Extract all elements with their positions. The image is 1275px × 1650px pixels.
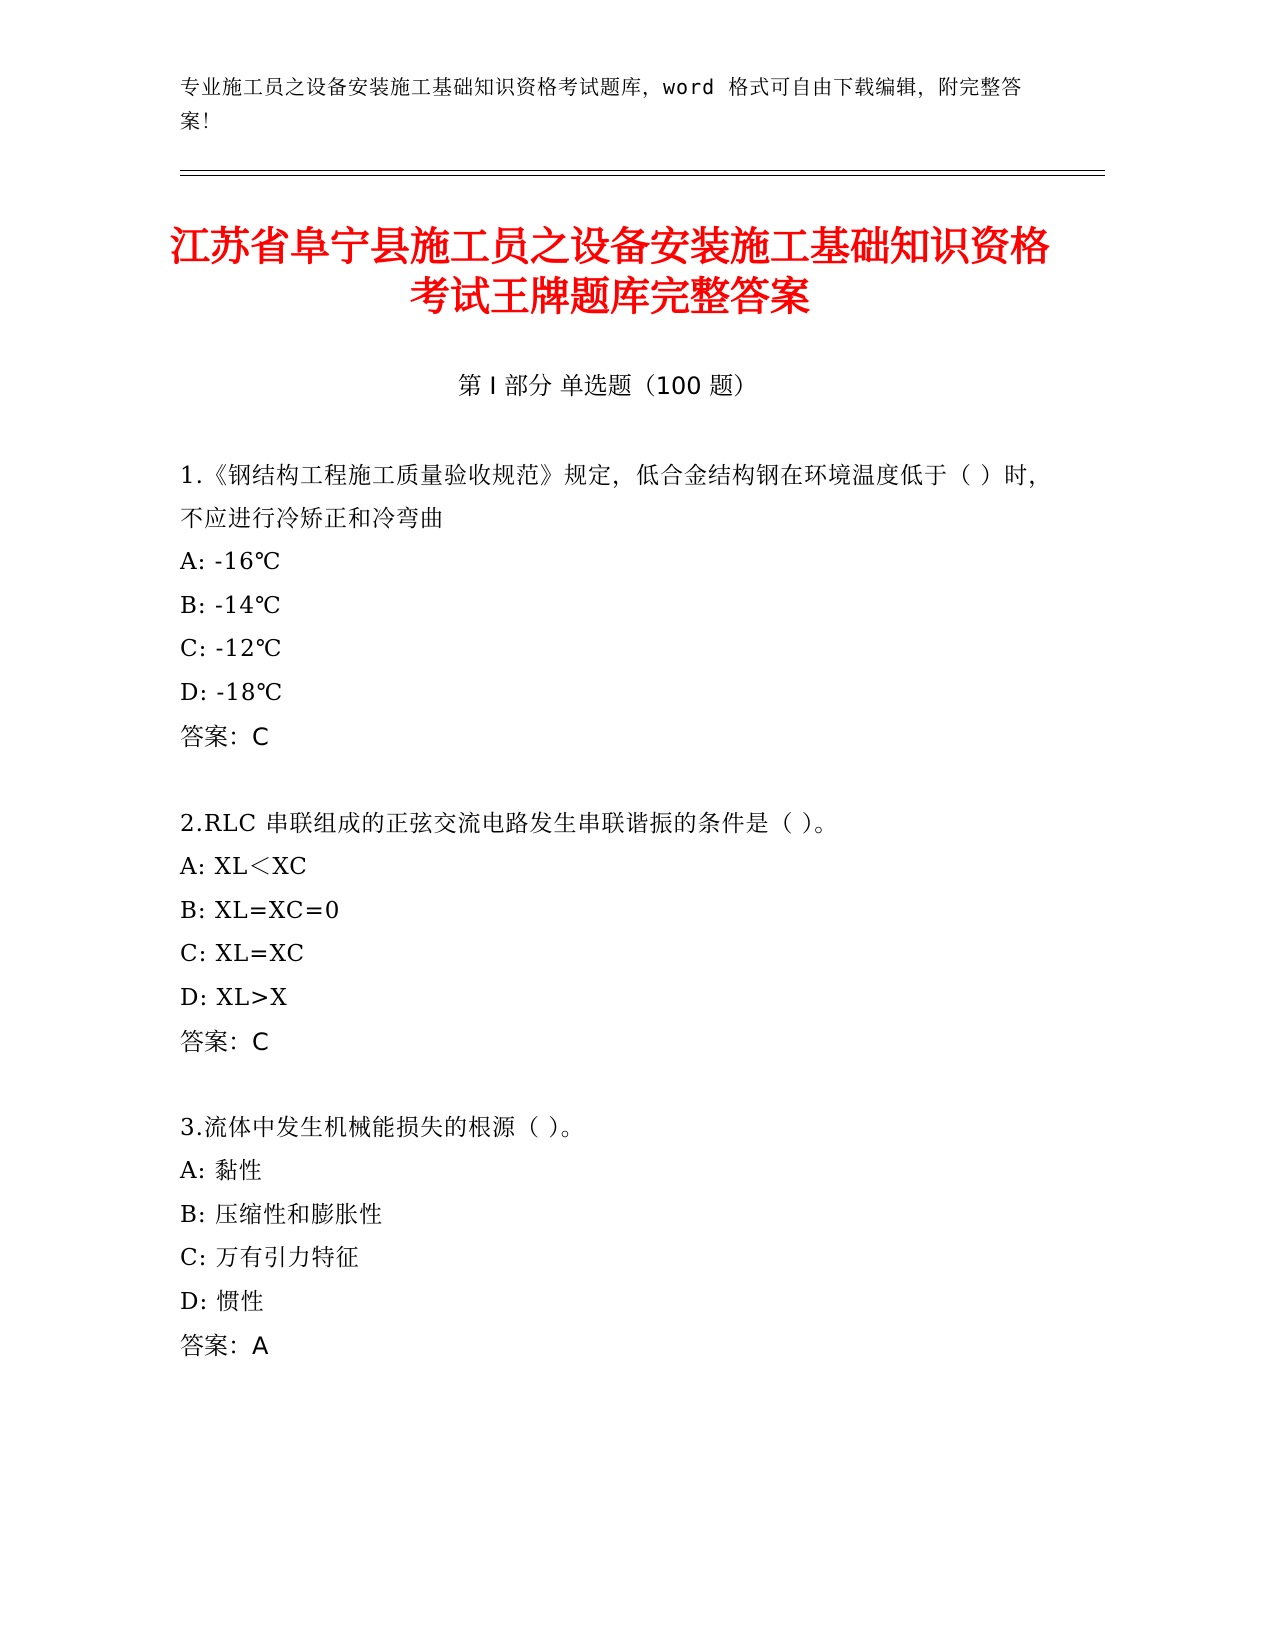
option-b: B: 压缩性和膨胀性 xyxy=(180,1201,383,1228)
option-c: C: 万有引力特征 xyxy=(180,1245,360,1271)
option-d: D: 惯性 xyxy=(180,1288,265,1315)
header-note: 专业施工员之设备安装施工基础知识资格考试题库，word 格式可自由下载编辑，附完整答案！ xyxy=(180,75,1023,133)
question-stem: 3.流体中发生机械能损失的根源（ ）。 xyxy=(180,1115,585,1141)
header-divider-top xyxy=(180,170,1105,171)
option-a: A: -16℃ xyxy=(180,549,282,575)
document-title: 江苏省阜宁县施工员之设备安装施工基础知识资格考试王牌题库完整答案 xyxy=(170,224,1050,320)
section-heading: 第 I 部分 单选题（100 题） xyxy=(457,372,758,400)
option-a: A: XL＜XC xyxy=(180,854,308,880)
question-3 xyxy=(180,1107,1060,1368)
header-divider-bottom xyxy=(180,175,1105,176)
option-a: A: 黏性 xyxy=(180,1158,263,1184)
question-2 xyxy=(180,803,1060,1064)
option-b: B: XL=XC=0 xyxy=(180,897,341,924)
answer: 答案：A xyxy=(180,1332,269,1360)
answer: 答案：C xyxy=(180,1028,269,1056)
question-stem: 2.RLC 串联组成的正弦交流电路发生串联谐振的条件是（ ）。 xyxy=(180,811,839,837)
option-d: D: -18℃ xyxy=(180,679,284,706)
option-c: C: -12℃ xyxy=(180,636,283,662)
option-b: B: -14℃ xyxy=(180,592,282,619)
answer: 答案：C xyxy=(180,723,269,751)
option-c: C: XL=XC xyxy=(180,941,306,967)
question-1 xyxy=(180,455,1060,759)
question-stem: 1.《钢结构工程施工质量验收规范》规定，低合金结构钢在环境温度低于（ ）时，不应进行冷矫正和冷弯曲 xyxy=(180,463,1053,532)
option-d: D: XL>X xyxy=(180,984,288,1011)
